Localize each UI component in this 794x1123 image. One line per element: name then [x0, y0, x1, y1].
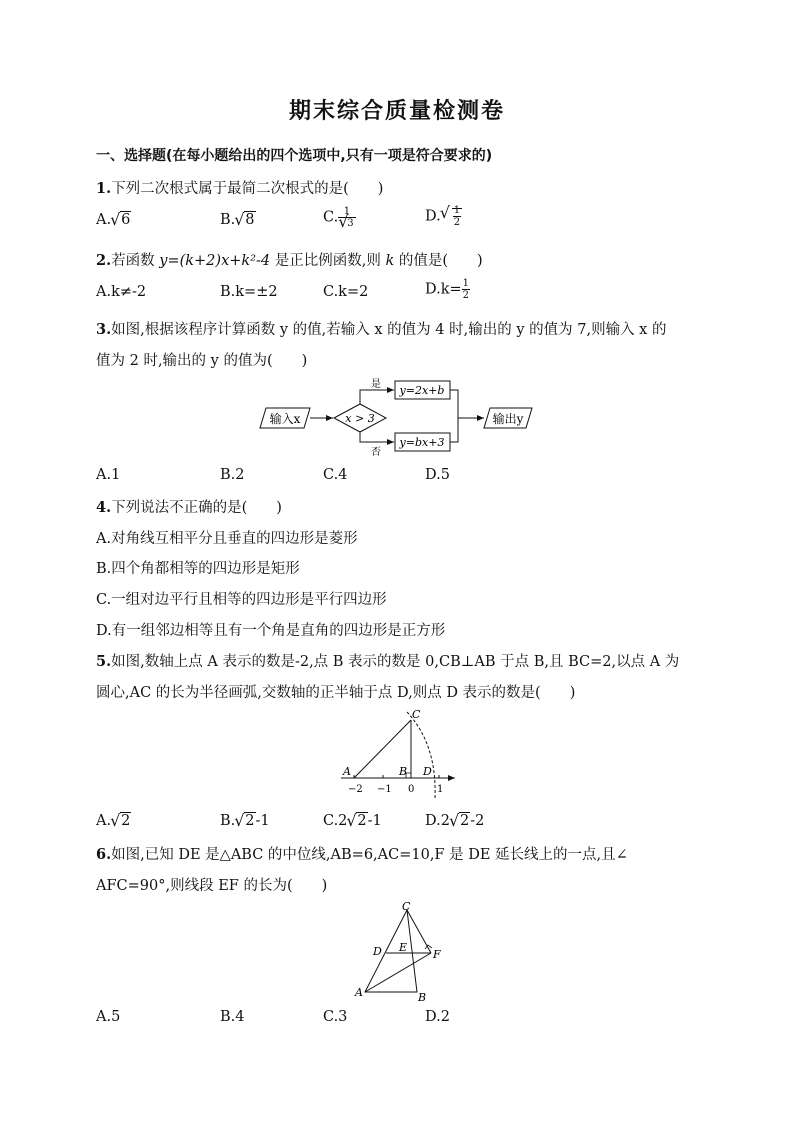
svg-text:A: A: [343, 765, 351, 778]
q1-option-a: A.√ 6: [96, 212, 131, 228]
q5-option-b: B.√ 2-1: [220, 813, 270, 829]
sqrt-symbol: √ 6: [111, 212, 131, 228]
svg-text:F: F: [433, 948, 441, 961]
q2-option-a: A.k≠-2: [96, 284, 147, 300]
q3-option-c: C.4: [323, 467, 348, 483]
q4-option-a: A.对角线互相平分且垂直的四边形是菱形: [96, 531, 358, 547]
sqrt-symbol: √ 2: [450, 813, 470, 829]
svg-text:y=2x+b: y=2x+b: [399, 384, 445, 397]
q5-option-a: A.√ 2: [96, 813, 131, 829]
arrow-yes: [360, 390, 394, 404]
svg-text:1: 1: [437, 784, 444, 795]
sqrt-symbol: √ 2: [235, 813, 255, 829]
q1-option-b: B.√ 8: [220, 212, 256, 228]
q6-option-b: B.4: [220, 1009, 245, 1025]
q6-option-c: C.3: [323, 1009, 348, 1025]
q4-option-b: B.四个角都相等的四边形是矩形: [96, 561, 300, 577]
svg-text:B: B: [399, 765, 408, 778]
arrow-no: [360, 432, 394, 442]
q6-option-a: A.5: [96, 1009, 121, 1025]
q1-option-c: C. 1 √ 3: [323, 206, 356, 229]
svg-text:A: A: [355, 986, 363, 999]
svg-text:是: 是: [371, 379, 381, 390]
question-5: 5.如图,数轴上点 A 表示的数是-2,点 B 表示的数是 0,CB⊥AB 于点 B,且 BC=2,以点 A 为: [96, 653, 680, 670]
svg-text:−1: −1: [377, 784, 392, 795]
sqrt-symbol: √ 2: [347, 813, 367, 829]
question-2: 2.若函数 y=(k+2)x+k²-4 是正比例函数,则 k 的值是( ): [96, 252, 483, 269]
svg-text:B: B: [418, 991, 427, 1002]
question-6: 6.如图,已知 DE 是△ABC 的中位线,AB=6,AC=10,F 是 DE 延长线上的一点,且∠: [96, 846, 628, 863]
question-3-continued: 值为 2 时,输出的 y 的值为( ): [96, 353, 308, 369]
svg-text:−2: −2: [348, 784, 363, 795]
merge-line: [450, 390, 458, 442]
section-heading-choice: 一、选择题(在每小题给出的四个选项中,只有一项是符合要求的): [96, 148, 493, 164]
q3-option-d: D.5: [425, 467, 450, 483]
svg-text:y=bx+3: y=bx+3: [399, 436, 445, 449]
svg-text:E: E: [399, 941, 408, 954]
page-title: 期末综合质量检测卷: [288, 99, 505, 124]
q2-option-c: C.k=2: [323, 284, 369, 300]
svg-text:输出y: 输出y: [492, 412, 524, 426]
question-1: [96, 177, 383, 198]
question-3: 3.如图,根据该程序计算函数 y 的值,若输入 x 的值为 4 时,输出的 y 的值为 7,则输入 x 的: [96, 321, 667, 338]
svg-text:0: 0: [408, 784, 415, 795]
segment-cf: [407, 910, 431, 953]
q3-option-a: A.1: [96, 467, 121, 483]
number-line-figure: [335, 706, 465, 804]
q4-option-c: C.一组对边平行且相等的四边形是平行四边形: [96, 592, 387, 608]
q4-option-d: D.有一组邻边相等且有一个角是直角的四边形是正方形: [96, 623, 446, 639]
q1-option-d: D. √ $\frac{1}{2}$: [425, 205, 462, 228]
svg-text:否: 否: [371, 447, 381, 458]
svg-text:x > 3: x > 3: [345, 412, 375, 425]
q5-option-d: D.2√ 2-2: [425, 813, 484, 829]
question-5-continued: 圆心,AC 的长为半径画弧,交数轴的正半轴于点 D,则点 D 表示的数是( ): [96, 685, 576, 701]
q5-option-c: C.2√ 2-1: [323, 813, 382, 829]
question-number: 1.: [96, 180, 112, 197]
svg-text:C: C: [402, 900, 411, 913]
svg-text:D: D: [373, 945, 382, 958]
question-6-continued: AFC=90°,则线段 EF 的长为( ): [96, 878, 328, 894]
svg-text:D: D: [423, 765, 432, 778]
question-stem: 下列二次根式属于最简二次根式的是( ): [111, 181, 384, 197]
fraction: 1 √ 3: [338, 206, 355, 229]
q6-option-d: D.2: [425, 1009, 450, 1025]
sqrt-symbol: √ 2: [111, 813, 131, 829]
sqrt-symbol: √ $\frac{1}{2}$: [441, 205, 462, 228]
svg-text:C: C: [412, 708, 421, 721]
q3-option-b: B.2: [220, 467, 245, 483]
q2-option-d: D.k= $\frac{1}{2}$: [425, 278, 470, 301]
triangle-figure: [345, 898, 445, 1002]
sqrt-symbol: √ 8: [235, 212, 255, 228]
question-4: 4.下列说法不正确的是( ): [96, 499, 282, 516]
svg-text:输入x: 输入x: [269, 412, 301, 426]
q2-option-b: B.k=±2: [220, 284, 278, 300]
flowchart-figure: [250, 376, 540, 458]
